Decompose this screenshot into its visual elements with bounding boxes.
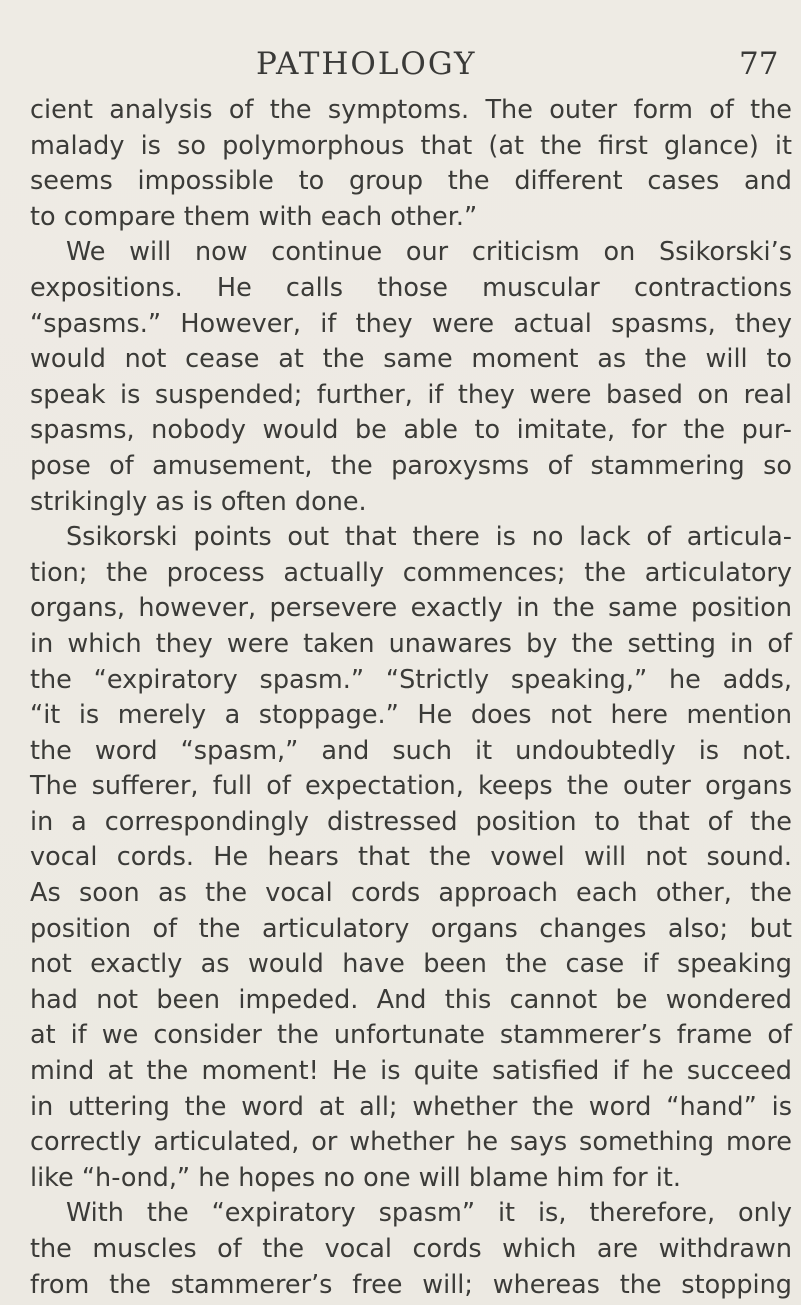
text-line: correctly articulated, or whether he says something more <box>30 1127 792 1158</box>
text-line: pose of amusement, the paroxysms of stammering so <box>30 450 792 481</box>
text-line: With the “expiratory spasm” it is, therefore, only <box>66 1198 792 1229</box>
text-line: like “h-ond,” he hopes no one will blame him for it. <box>30 1162 681 1193</box>
text-line: We will now continue our criticism on Ssikorski’s <box>66 237 792 268</box>
text-line: speak is suspended; further, if they were based on real <box>30 379 792 410</box>
text-line: organs, however, persevere exactly in the same position <box>30 593 792 624</box>
text-line: seems impossible to group the different cases and <box>30 166 792 197</box>
text-line: “spasms.” However, if they were actual spasms, they <box>30 308 792 339</box>
text-line: the word “spasm,” and such it undoubtedly is not. <box>30 735 792 766</box>
text-line: at if we consider the unfortunate stammerer’s frame of <box>30 1020 792 1051</box>
text-line: Ssikorski points out that there is no lack of articula- <box>66 522 792 553</box>
body-text <box>30 93 792 1303</box>
text-line: would not cease at the same moment as the will to <box>30 344 792 375</box>
text-line: in which they were taken unawares by the setting in of <box>30 628 792 659</box>
text-line: in uttering the word at all; whether the word “hand” is <box>30 1091 792 1122</box>
text-line: As soon as the vocal cords approach each other, the <box>30 878 792 909</box>
text-line: the muscles of the vocal cords which are withdrawn <box>30 1234 792 1264</box>
text-line: in a correspondingly distressed position to that of the <box>30 806 792 837</box>
text-line: “it is merely a stoppage.” He does not here mention <box>30 700 792 731</box>
page-title: PATHOLOGY <box>256 46 477 82</box>
text-line: not exactly as would have been the case if speaking <box>30 949 792 980</box>
text-line: cient analysis of the symptoms. The outer form of the <box>30 95 792 125</box>
text-line: The sufferer, full of expectation, keeps the outer organs <box>30 771 792 802</box>
text-line: tion; the process actually commences; the articulatory <box>30 557 792 588</box>
text-line: malady is so polymorphous that (at the first glance) it <box>30 130 792 161</box>
text-line: vocal cords. He hears that the vowel will not sound. <box>30 842 792 873</box>
text-line: mind at the moment! He is quite satisfied if he succeed <box>30 1056 792 1087</box>
text-line: expositions. He calls those muscular contractions <box>30 272 792 303</box>
text-line: to compare them with each other.” <box>30 201 478 232</box>
text-line: strikingly as is often done. <box>30 486 367 517</box>
text-line: from the stammerer’s free will; whereas the stopping <box>30 1269 792 1300</box>
running-head <box>0 44 801 84</box>
text-line: had not been impeded. And this cannot be wondered <box>30 984 792 1015</box>
text-line: position of the articulatory organs changes also; but <box>30 913 792 944</box>
page-number: 77 <box>739 46 779 82</box>
text-line: the “expiratory spasm.” “Strictly speaking,” he adds, <box>30 664 792 695</box>
text-line: spasms, nobody would be able to imitate, for the pur- <box>30 415 792 446</box>
